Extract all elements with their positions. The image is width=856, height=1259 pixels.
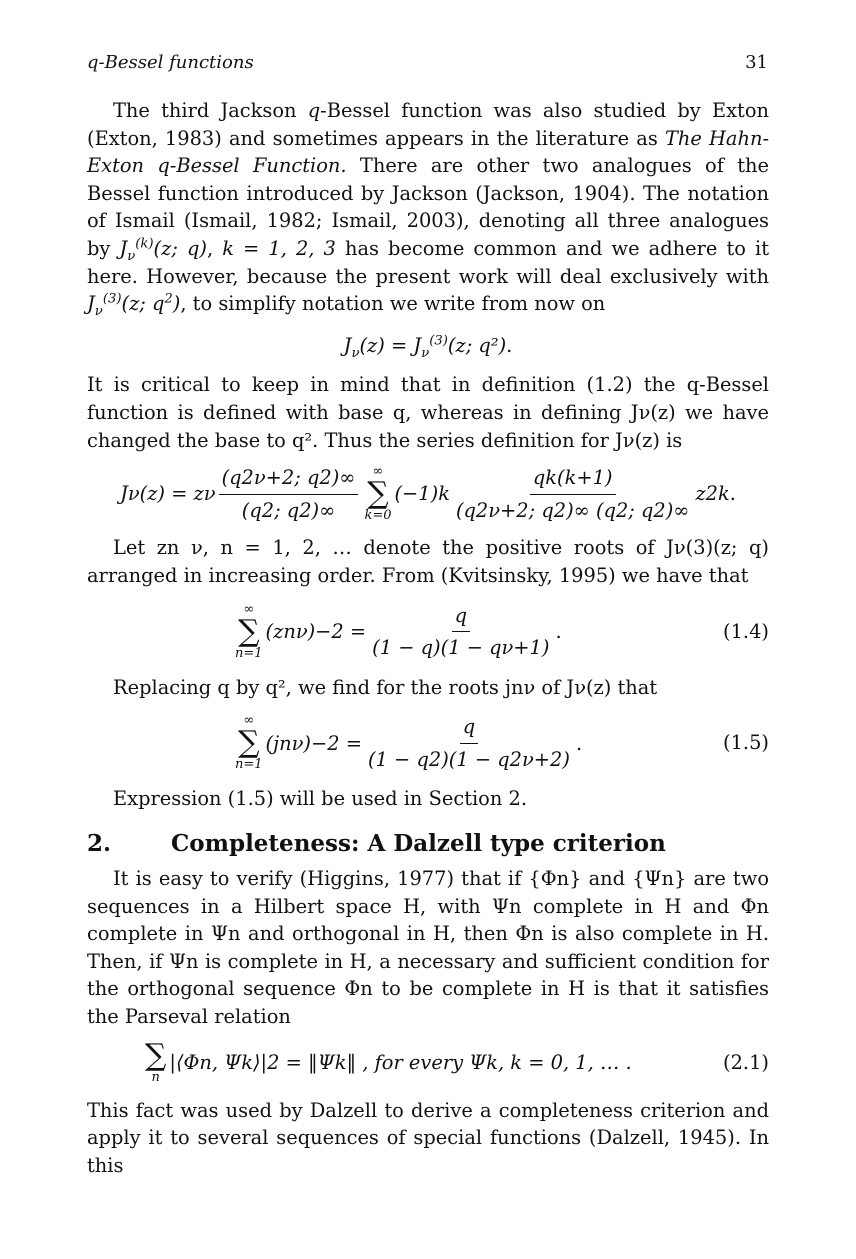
sum-lower-limit: n=1 <box>235 645 263 661</box>
text-run: The third Jackson <box>113 99 308 122</box>
equation-2-1 <box>87 1037 769 1085</box>
function-title: The Hahn-Exton q-Bessel Function. <box>87 126 770 178</box>
section-number: 2. <box>87 830 112 858</box>
sum-lower-limit: n=1 <box>235 757 263 773</box>
sum-upper-limit: ∞ <box>243 601 255 617</box>
fraction-denominator: (1 − q2)(1 − q2ν+2) <box>367 747 570 771</box>
series-fraction-2 <box>453 464 693 524</box>
eq-def-tail: . <box>506 333 513 357</box>
sum-lower-limit: n <box>151 1069 160 1085</box>
page-header <box>87 52 768 78</box>
math-j3: $J_\nu^{(3)}(z$; $q^2$) <box>87 291 181 320</box>
paragraph-roots: Let zn ν, n = 1, 2, … denote the positive roots of Jν(3)(z; q) arranged in increasing order. From (Kvitsinsky, 1995) we have that <box>87 536 769 587</box>
sigma-symbol: ∑ <box>367 476 389 512</box>
eq-tail: . <box>555 619 562 643</box>
parseval-expression: |⟨Φn, Ψk⟩|2 = ‖Ψk‖ , for every Ψk, k = 0, 1, … . <box>169 1050 632 1074</box>
paragraph-hilbert: It is easy to verify (Higgins, 1977) that if {Φn} and {Ψn} are two sequences in a Hilbert space H, with Ψn complete in H and Φn complete in Ψn and orthogonal in H, then Φn is also complete in H. Then, if Ψn is complete in H, a necessary and sufficient condition for the orthogonal sequence Φn to be complete in H is that it satisfies the Parseval relation <box>87 867 769 1029</box>
equation-series <box>87 464 769 524</box>
page-body <box>87 97 769 1179</box>
equation-definition <box>87 332 769 360</box>
sigma-symbol: ∑ <box>238 725 260 761</box>
equation-number: (1.4) <box>723 619 769 643</box>
eq-def-rhs: $J_\nu^{(3)}(z$; q²) <box>413 333 507 361</box>
equation-number: (1.5) <box>723 731 769 755</box>
sum-lower-limit: k=0 <box>364 508 392 524</box>
sum-term: (znν)−2 = <box>265 619 367 643</box>
sum-operator <box>235 714 263 772</box>
equation-1-4 <box>87 602 769 662</box>
math-jk: $J_\nu^{(k)}(z$; q) <box>119 236 207 264</box>
fraction-denominator: (q2; q2)∞ <box>241 498 336 522</box>
sigma-symbol: ∑ <box>238 613 260 649</box>
fraction-numerator: q <box>460 713 478 744</box>
eq-fraction <box>369 602 552 662</box>
series-lhs: Jν(z) = zν <box>120 482 216 506</box>
text-run: , to simplify notation we write from now on <box>180 292 606 316</box>
text-run: has become common and we adhere to it here. However, because the present work will deal exclusively with <box>87 236 769 288</box>
fraction-denominator: (q2ν+2; q2)∞ (q2; q2)∞ <box>455 498 690 522</box>
series-fraction-1 <box>219 464 359 524</box>
sum-term: (jnν)−2 = <box>265 731 362 755</box>
page-number: 31 <box>745 52 768 73</box>
math-q: q <box>307 99 321 122</box>
paragraph-base: It is critical to keep in mind that in definition (1.2) the q-Bessel function is defined with base q, whereas in defining Jν(z) we have changed the base to q². Thus the series definition for Jν(z) is <box>87 373 769 452</box>
running-head: q-Bessel functions <box>87 52 254 73</box>
text-run: There are other two analogues of the Bessel function introduced by Jackson (Jackson, 1904). The notation of Ismail (Ismail, 1982; Ismail, 2003), denoting all three analogues by <box>87 154 769 260</box>
text-run: , <box>206 236 223 260</box>
sum-operator <box>145 1037 167 1085</box>
fraction-denominator: (1 − q)(1 − qν+1) <box>372 636 550 660</box>
series-sign: (−1)k <box>394 482 450 506</box>
series-sum <box>364 465 391 523</box>
paragraph-expression: Expression (1.5) will be used in Section 2. <box>113 787 528 811</box>
eq-def-equals: = <box>384 333 414 357</box>
math-k-list: k = 1, 2, 3 <box>222 236 336 260</box>
eq-fraction <box>365 713 573 773</box>
equation-number: (2.1) <box>723 1050 769 1074</box>
fraction-numerator: (q2ν+2; q2)∞ <box>219 464 359 495</box>
equation-1-5 <box>87 713 769 773</box>
sigma-symbol: ∑ <box>145 1037 167 1073</box>
sum-operator <box>235 603 263 661</box>
section-title-text: Completeness: A Dalzell type criterion <box>171 830 666 858</box>
sum-upper-limit: ∞ <box>372 464 384 480</box>
eq-def-lhs: $J_\nu(z)$ <box>343 333 385 361</box>
fraction-numerator: q <box>452 602 470 633</box>
fraction-numerator: qk(k+1) <box>530 464 616 495</box>
paragraph-intro <box>87 97 769 318</box>
paragraph-replacing: Replacing q by q², we find for the roots jnν of Jν(z) that <box>113 675 658 699</box>
text-run: -Bessel function was also studied by Exton (Exton, 1983) and sometimes appears in the literature as <box>87 99 769 150</box>
series-tail: z2k. <box>695 482 736 506</box>
paragraph-dalzell: This fact was used by Dalzell to derive a completeness criterion and apply it to several sequences of special functions (Dalzell, 1945). In this <box>87 1098 769 1177</box>
section-heading <box>87 829 769 859</box>
eq-tail: . <box>575 731 583 755</box>
sum-upper-limit: ∞ <box>243 713 255 729</box>
